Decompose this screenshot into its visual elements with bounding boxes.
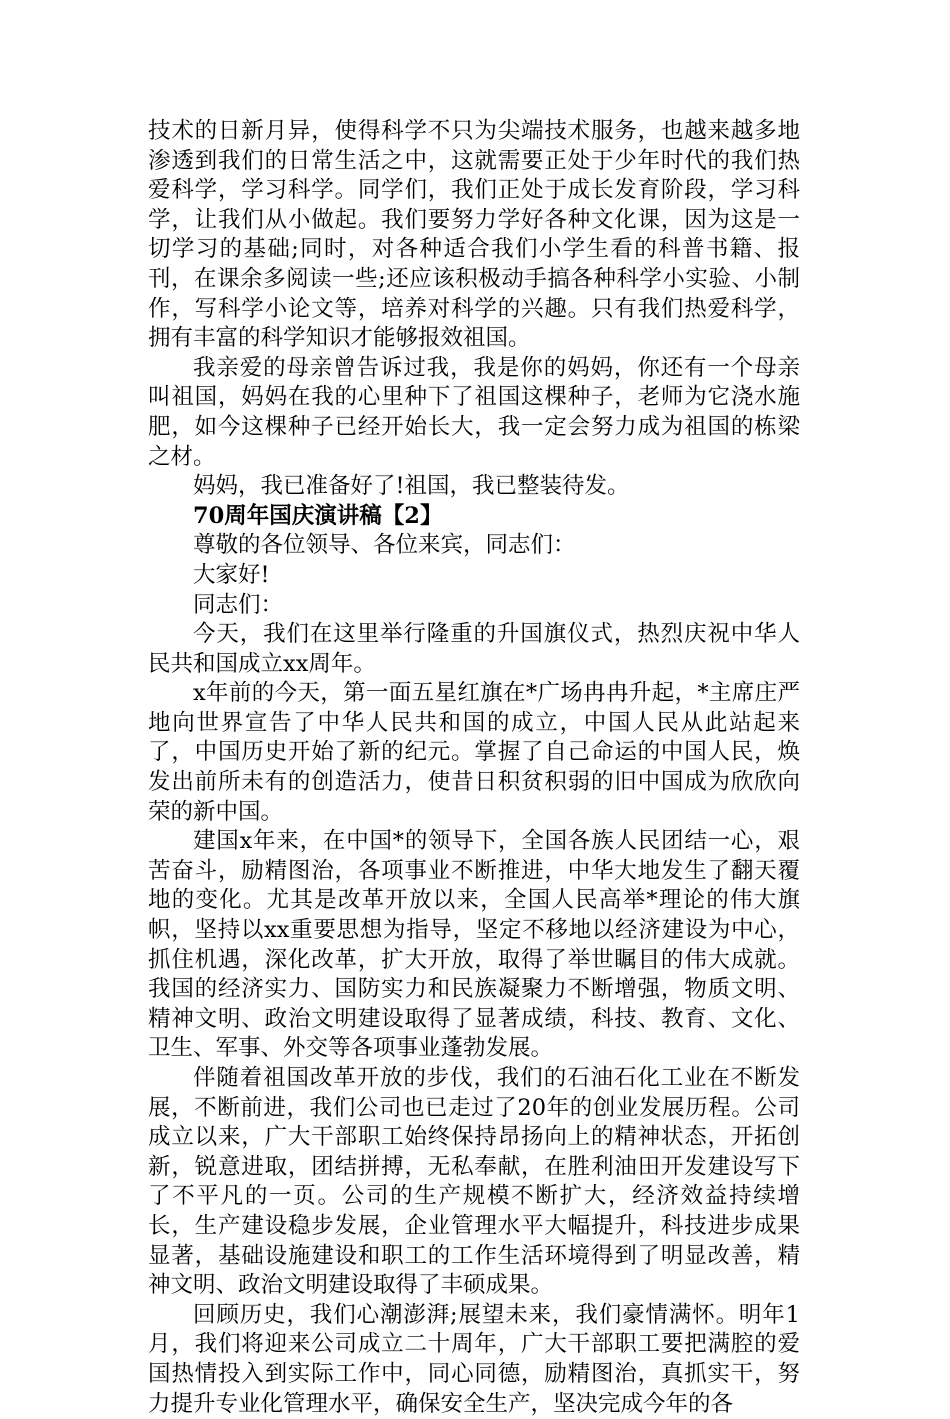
paragraph: 今天，我们在这里举行隆重的升国旗仪式，热烈庆祝中华人民共和国成立xx周年。 — [148, 621, 800, 677]
section-heading: 70周年国庆演讲稿【2】 — [193, 502, 443, 529]
paragraph-continued: 技术的日新月异，使得科学不只为尖端技术服务，也越来越多地渗透到我们的日常生活之中，这就需要正处于少年时代的我们热爱科学，学习科学。同学们，我们正处于成长发育阶段，学习科学，让我们从小做起。我们要努力学好各种文化课，因为这是一切学习的基础;同时，对各种适合我们小学生看的科普书籍、报刊，在课余多阅读一些;还应该积极动手搞各种科学小实验、小制作，写科学小论文等，培养对科学的兴趣。只有我们热爱科学，拥有丰富的科学知识才能够报效祖国。 — [148, 118, 800, 352]
paragraph: 建国x年来，在中国*的领导下，全国各族人民团结一心，艰苦奋斗，励精图治，各项事业不断推进，中华大地发生了翻天覆地的变化。尤其是改革开放以来，全国人民高举*理论的伟大旗帜，坚持以xx重要思想为指导，坚定不移地以经济建设为中心，抓住机遇，深化改革，扩大开放，取得了举世瞩目的伟大成就。我国的经济实力、国防实力和民族凝聚力不断增强，物质文明、精神文明、政治文明建设取得了显著成绩，科技、教育、文化、卫生、军事、外交等各项事业蓬勃发展。 — [148, 828, 800, 1062]
salutation: 尊敬的各位领导、各位来宾，同志们： — [193, 532, 576, 559]
paragraph: 我亲爱的母亲曾告诉过我，我是你的妈妈，你还有一个母亲叫祖国，妈妈在我的心里种下了祖国这棵种子，老师为它浇水施肥，如今这棵种子已经开始长大，我一定会努力成为祖国的栋梁之材。 — [148, 354, 800, 470]
paragraph: 妈妈，我已准备好了!祖国，我已整装待发。 — [193, 473, 630, 500]
paragraph: 伴随着祖国改革开放的步伐，我们的石油石化工业在不断发展，不断前进，我们公司也已走过了20年的创业发展历程。公司成立以来，广大干部职工始终保持昂扬向上的精神状态，开拓创新，锐意进取，团结拼搏，无私奉献，在胜利油田开发建设写下了不平凡的一页。公司的生产规模不断扩大，经济效益持续增长，生产建设稳步发展，企业管理水平大幅提升，科技进步成果显著，基础设施建设和职工的工作生活环境得到了明显改善，精神文明、政治文明建设取得了丰硕成果。 — [148, 1065, 800, 1299]
address: 同志们： — [193, 591, 284, 618]
paragraph-truncated: 回顾历史，我们心潮澎湃;展望未来，我们豪情满怀。明年1月，我们将迎来公司成立二十周年，广大干部职工要把满腔的爱国热情投入到实际工作中，同心同德，励精图治，真抓实干，努力提升专业化管理水平，确保安全生产，坚决完成今年的各 — [148, 1301, 800, 1417]
document-page — [148, 117, 800, 1419]
paragraph: x年前的今天，第一面五星红旗在*广场冉冉升起，*主席庄严地向世界宣告了中华人民共和国的成立，中国人民从此站起来了，中国历史开始了新的纪元。掌握了自己命运的中国人民，焕发出前所未有的创造活力，使昔日积贫积弱的旧中国成为欣欣向荣的新中国。 — [148, 680, 800, 825]
greeting: 大家好! — [193, 561, 270, 588]
